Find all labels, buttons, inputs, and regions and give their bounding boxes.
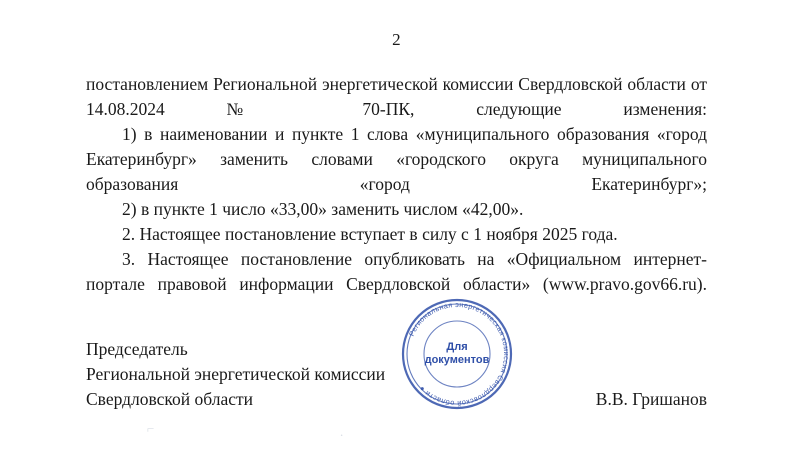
paragraph-item-2: 2) в пункте 1 число «33,00» заменить числом «42,00».: [122, 199, 524, 219]
paragraph-item-1: 1) в наименовании и пункте 1 слова «муниципального образования «город Екатеринбург» заменить словами «городского округа муниципального образования «город Екатеринбург»;: [86, 124, 707, 194]
signatory-position-line-3: Свердловской области: [86, 389, 254, 409]
svg-text:Региональная энергетическая ко: Региональная энергетическая комиссия Свердловской области ●: [406, 299, 512, 409]
paragraph-intro: постановлением Региональной энергетической комиссии Свердловской области от 14.08.2024 № 70-ПК, следующие изменения:: [86, 74, 707, 119]
scan-artifact-left: ⌐: [147, 421, 155, 436]
signatory-position-line-2: Региональной энергетической комиссии: [86, 364, 386, 384]
stamp-center-line-2: документов: [424, 354, 490, 366]
signature-block: [86, 337, 707, 412]
paragraph-item-effective-date: 2. Настоящее постановление вступает в силу с 1 ноября 2025 года.: [122, 224, 618, 244]
paragraph-item-publication: 3. Настоящее постановление опубликовать на «Официальном интернет-портале правовой информации Свердловской области» (www.pravo.gov66.ru).: [86, 249, 707, 294]
stamp-center-line-1: Для: [446, 341, 468, 354]
scan-artifact-right: .: [340, 424, 344, 439]
document-body: [86, 72, 707, 297]
signatory-position: [86, 337, 416, 412]
page-number: 2: [392, 30, 401, 49]
signatory-name: В.В. Гришанов: [595, 389, 707, 409]
signatory-position-line-1: Председатель: [86, 339, 188, 359]
